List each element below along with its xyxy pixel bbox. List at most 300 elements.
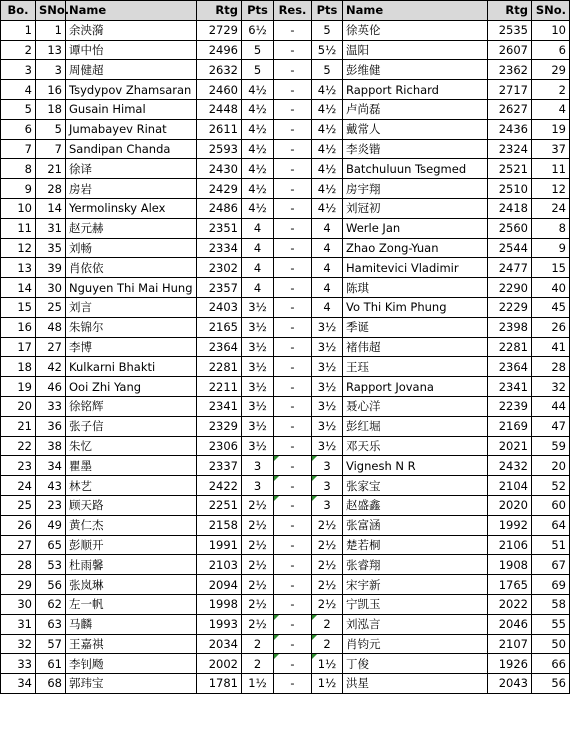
rating-black	[488, 476, 532, 496]
start-number-white-text: 48	[47, 320, 62, 335]
points-white-text: 2½	[248, 617, 267, 632]
rating-black	[488, 575, 532, 595]
player-name-black-text: 温阳	[346, 42, 369, 57]
player-name-white	[66, 337, 197, 357]
start-number-black	[532, 614, 570, 634]
result-cell	[274, 60, 312, 80]
result-cell-text: -	[290, 557, 295, 572]
points-white	[242, 535, 274, 555]
player-name-black	[343, 416, 488, 436]
start-number-white	[36, 139, 66, 159]
player-name-white-text: 左一帆	[69, 597, 104, 612]
rating-black-text: 2607	[498, 42, 528, 57]
result-cell	[274, 198, 312, 218]
points-black	[312, 198, 343, 218]
player-name-black-text: 赵盛鑫	[346, 498, 381, 513]
result-cell	[274, 139, 312, 159]
rating-black	[488, 20, 532, 40]
table-row	[1, 614, 570, 634]
rating-white-text: 2448	[208, 102, 238, 117]
rating-black-text: 2362	[498, 62, 528, 77]
header-start-number-black: SNo.	[532, 1, 570, 21]
board-number	[1, 456, 36, 476]
start-number-black	[532, 198, 570, 218]
rating-white-text: 2334	[208, 240, 238, 255]
start-number-black-text: 24	[551, 201, 566, 216]
board-number-text: 11	[17, 221, 32, 236]
start-number-black	[532, 317, 570, 337]
player-name-black	[343, 654, 488, 674]
start-number-white	[36, 674, 66, 694]
start-number-white	[36, 179, 66, 199]
player-name-black-text: 张富涵	[346, 518, 381, 533]
table-row	[1, 654, 570, 674]
points-black	[312, 179, 343, 199]
start-number-black-text: 8	[558, 221, 566, 236]
points-white-text: 3	[253, 478, 262, 493]
start-number-white	[36, 238, 66, 258]
player-name-white	[66, 258, 197, 278]
points-black	[312, 436, 343, 456]
points-black-text: 5½	[317, 42, 337, 57]
board-number	[1, 674, 36, 694]
points-white-text: 4	[253, 260, 262, 275]
player-name-black	[343, 20, 488, 40]
comment-marker-icon	[274, 476, 279, 481]
start-number-white	[36, 60, 66, 80]
rating-black	[488, 337, 532, 357]
start-number-white-text: 49	[47, 518, 62, 533]
player-name-black	[343, 575, 488, 595]
start-number-black	[532, 555, 570, 575]
result-cell	[274, 40, 312, 60]
start-number-black-text: 41	[551, 339, 566, 354]
player-name-black	[343, 139, 488, 159]
points-black-text: 4½	[317, 181, 337, 196]
result-cell	[274, 535, 312, 555]
result-cell	[274, 159, 312, 179]
table-row	[1, 535, 570, 555]
comment-marker-icon	[274, 496, 279, 501]
points-black-text: 2½	[317, 597, 337, 612]
start-number-white-text: 25	[47, 300, 62, 315]
rating-white	[197, 634, 242, 654]
rating-black	[488, 258, 532, 278]
points-black-text: 3½	[317, 359, 337, 374]
start-number-black	[532, 218, 570, 238]
rating-black-text: 2239	[498, 399, 528, 414]
result-cell	[274, 20, 312, 40]
rating-black	[488, 218, 532, 238]
result-cell-text: -	[290, 161, 295, 176]
rating-white	[197, 377, 242, 397]
player-name-black	[343, 258, 488, 278]
result-cell-text: -	[290, 141, 295, 156]
start-number-white	[36, 614, 66, 634]
rating-black	[488, 396, 532, 416]
start-number-white	[36, 416, 66, 436]
points-white-text: 3½	[248, 320, 267, 335]
player-name-white	[66, 278, 197, 298]
rating-white	[197, 60, 242, 80]
player-name-black-text: 戴常人	[346, 122, 381, 137]
start-number-white-text: 13	[47, 42, 62, 57]
header-rating-black: Rtg	[488, 1, 532, 21]
rating-black	[488, 139, 532, 159]
player-name-white	[66, 416, 197, 436]
table-row	[1, 99, 570, 119]
rating-white-text: 2034	[208, 636, 238, 651]
rating-white	[197, 179, 242, 199]
player-name-black-text: 刘泓言	[346, 617, 381, 632]
rating-black-text: 2717	[498, 82, 528, 97]
player-name-white	[66, 179, 197, 199]
result-cell-text: -	[290, 478, 295, 493]
rating-white-text: 2632	[208, 62, 238, 77]
start-number-black-text: 55	[551, 617, 566, 632]
table-row	[1, 357, 570, 377]
points-white	[242, 40, 274, 60]
board-number-text: 34	[17, 676, 32, 691]
points-white	[242, 119, 274, 139]
points-black-text: 3	[323, 498, 331, 513]
rating-white	[197, 139, 242, 159]
player-name-white	[66, 674, 197, 694]
player-name-black-text: 楚若桐	[346, 537, 381, 552]
start-number-black-text: 2	[558, 82, 566, 97]
board-number	[1, 535, 36, 555]
rating-white-text: 2158	[208, 518, 238, 533]
table-row	[1, 337, 570, 357]
player-name-black-text: 卢尚磊	[346, 102, 381, 117]
start-number-white-text: 57	[47, 636, 62, 651]
result-cell	[274, 594, 312, 614]
rating-black	[488, 614, 532, 634]
result-cell	[274, 495, 312, 515]
player-name-black-text: Werle Jan	[346, 221, 401, 236]
table-row	[1, 60, 570, 80]
points-white-text: 6½	[248, 23, 267, 38]
rating-black-text: 2477	[498, 260, 528, 275]
rating-white	[197, 119, 242, 139]
player-name-white	[66, 99, 197, 119]
start-number-black-text: 26	[551, 320, 566, 335]
rating-white-text: 2351	[208, 221, 238, 236]
board-number	[1, 634, 36, 654]
points-black-text: 3½	[317, 320, 337, 335]
rating-black	[488, 535, 532, 555]
board-number	[1, 80, 36, 100]
board-number-text: 29	[17, 577, 32, 592]
points-black	[312, 575, 343, 595]
board-number	[1, 476, 36, 496]
start-number-white-text: 39	[47, 260, 62, 275]
board-number	[1, 99, 36, 119]
player-name-black	[343, 297, 488, 317]
board-number	[1, 179, 36, 199]
start-number-white	[36, 80, 66, 100]
rating-white	[197, 80, 242, 100]
result-cell	[274, 179, 312, 199]
rating-white	[197, 218, 242, 238]
player-name-black	[343, 495, 488, 515]
player-name-white	[66, 297, 197, 317]
start-number-white-text: 63	[47, 617, 62, 632]
points-black	[312, 297, 343, 317]
table-row	[1, 317, 570, 337]
points-black	[312, 416, 343, 436]
points-black-text: 4½	[317, 82, 337, 97]
start-number-white	[36, 258, 66, 278]
result-cell-text: -	[290, 339, 295, 354]
points-black-text: 3½	[317, 438, 337, 453]
rating-white	[197, 436, 242, 456]
rating-black-text: 2107	[498, 636, 528, 651]
start-number-white-text: 34	[47, 458, 62, 473]
start-number-black	[532, 436, 570, 456]
rating-white-text: 2306	[208, 438, 238, 453]
board-number-text: 5	[24, 102, 32, 117]
rating-white-text: 2337	[208, 458, 238, 473]
rating-black	[488, 377, 532, 397]
table-row	[1, 119, 570, 139]
table-row	[1, 297, 570, 317]
rating-black-text: 2106	[498, 537, 528, 552]
points-black	[312, 515, 343, 535]
rating-white-text: 2593	[208, 141, 238, 156]
result-cell-text: -	[290, 498, 295, 513]
rating-white	[197, 278, 242, 298]
player-name-black	[343, 674, 488, 694]
start-number-black-text: 29	[551, 62, 566, 77]
result-cell-text: -	[290, 62, 295, 77]
points-white-text: 2½	[248, 498, 267, 513]
player-name-white-text: 林艺	[69, 478, 92, 493]
start-number-white	[36, 99, 66, 119]
board-number	[1, 297, 36, 317]
player-name-black	[343, 218, 488, 238]
result-cell-text: -	[290, 438, 295, 453]
start-number-black-text: 4	[558, 102, 566, 117]
player-name-white-text: Gusain Himal	[69, 102, 146, 117]
result-cell	[274, 337, 312, 357]
points-black	[312, 60, 343, 80]
points-white	[242, 198, 274, 218]
player-name-black-text: 宁凯玉	[346, 597, 381, 612]
player-name-white	[66, 515, 197, 535]
player-name-white	[66, 159, 197, 179]
start-number-black-text: 51	[551, 537, 566, 552]
board-number	[1, 198, 36, 218]
start-number-white	[36, 535, 66, 555]
player-name-white-text: 王嘉祺	[69, 636, 104, 651]
rating-black-text: 2022	[498, 597, 528, 612]
table-row	[1, 80, 570, 100]
points-black-text: 3	[323, 478, 331, 493]
rating-white	[197, 99, 242, 119]
points-white-text: 4½	[248, 181, 267, 196]
board-number-text: 1	[24, 23, 32, 38]
points-white-text: 4½	[248, 201, 267, 216]
board-number	[1, 159, 36, 179]
points-black	[312, 159, 343, 179]
board-number-text: 19	[17, 379, 32, 394]
points-white	[242, 654, 274, 674]
player-name-black-text: Rapport Richard	[346, 82, 439, 97]
player-name-black	[343, 40, 488, 60]
points-black-text: 4	[323, 221, 331, 236]
points-black-text: 4½	[317, 161, 337, 176]
rating-black	[488, 674, 532, 694]
result-cell-text: -	[290, 240, 295, 255]
comment-marker-icon	[274, 635, 279, 640]
board-number	[1, 60, 36, 80]
result-cell	[274, 416, 312, 436]
board-number-text: 23	[17, 458, 32, 473]
player-name-black-text: Batchuluun Tsegmed	[346, 161, 467, 176]
start-number-black	[532, 40, 570, 60]
table-row	[1, 515, 570, 535]
rating-white-text: 2251	[208, 498, 238, 513]
player-name-white-text: 李钊飏	[69, 656, 104, 671]
board-number-text: 21	[17, 419, 32, 434]
points-white	[242, 80, 274, 100]
points-black	[312, 456, 343, 476]
start-number-black-text: 45	[551, 300, 566, 315]
pairings-body	[1, 20, 570, 693]
points-black	[312, 476, 343, 496]
player-name-black	[343, 515, 488, 535]
player-name-white-text: 黄仁杰	[69, 518, 104, 533]
player-name-white-text: 瞿墨	[69, 458, 92, 473]
points-black-text: 1½	[317, 676, 337, 691]
points-black	[312, 634, 343, 654]
points-black-text: 4	[323, 300, 331, 315]
result-cell-text: -	[290, 320, 295, 335]
start-number-white	[36, 634, 66, 654]
player-name-black	[343, 119, 488, 139]
table-row	[1, 278, 570, 298]
points-white	[242, 515, 274, 535]
player-name-black-text: 李炎锴	[346, 141, 381, 156]
points-black	[312, 80, 343, 100]
result-cell	[274, 515, 312, 535]
points-black-text: 4½	[317, 201, 337, 216]
player-name-white-text: 刘言	[69, 300, 92, 315]
player-name-white	[66, 396, 197, 416]
points-white	[242, 60, 274, 80]
start-number-white	[36, 278, 66, 298]
table-row	[1, 218, 570, 238]
points-black	[312, 674, 343, 694]
player-name-white	[66, 119, 197, 139]
result-cell	[274, 317, 312, 337]
start-number-white-text: 31	[47, 221, 62, 236]
start-number-white	[36, 20, 66, 40]
result-cell	[274, 377, 312, 397]
player-name-white	[66, 535, 197, 555]
rating-black-text: 2560	[498, 221, 528, 236]
rating-black-text: 2521	[498, 161, 528, 176]
start-number-black	[532, 179, 570, 199]
table-row	[1, 198, 570, 218]
rating-black	[488, 555, 532, 575]
rating-black	[488, 436, 532, 456]
start-number-white-text: 42	[47, 359, 62, 374]
board-number-text: 6	[24, 122, 32, 137]
rating-black-text: 2021	[498, 438, 528, 453]
result-cell-text: -	[290, 399, 295, 414]
start-number-white-text: 27	[47, 339, 62, 354]
board-number-text: 33	[17, 656, 32, 671]
start-number-black	[532, 416, 570, 436]
player-name-black	[343, 594, 488, 614]
points-black	[312, 594, 343, 614]
points-white-text: 4½	[248, 141, 267, 156]
rating-black-text: 2432	[498, 458, 528, 473]
start-number-black	[532, 357, 570, 377]
board-number-text: 4	[24, 82, 32, 97]
start-number-black	[532, 60, 570, 80]
points-white	[242, 476, 274, 496]
points-black	[312, 614, 343, 634]
start-number-white-text: 35	[47, 240, 62, 255]
board-number	[1, 654, 36, 674]
points-black	[312, 396, 343, 416]
player-name-white	[66, 456, 197, 476]
points-white	[242, 278, 274, 298]
result-cell	[274, 80, 312, 100]
player-name-white	[66, 555, 197, 575]
rating-white-text: 2429	[208, 181, 238, 196]
start-number-black	[532, 575, 570, 595]
board-number	[1, 218, 36, 238]
comment-marker-icon	[312, 635, 317, 640]
points-white	[242, 594, 274, 614]
rating-black-text: 2229	[498, 300, 528, 315]
player-name-white-text: Kulkarni Bhakti	[69, 359, 156, 374]
table-row	[1, 139, 570, 159]
points-white-text: 4	[253, 280, 262, 295]
start-number-white	[36, 357, 66, 377]
table-row	[1, 20, 570, 40]
rating-white	[197, 337, 242, 357]
player-name-white-text: 余泱漪	[69, 23, 104, 38]
result-cell	[274, 614, 312, 634]
table-row	[1, 495, 570, 515]
points-black-text: 4	[323, 240, 331, 255]
board-number	[1, 575, 36, 595]
player-name-white-text: 赵元赫	[69, 221, 104, 236]
points-white-text: 2½	[248, 557, 267, 572]
rating-white	[197, 317, 242, 337]
rating-black-text: 2436	[498, 122, 528, 137]
table-row	[1, 476, 570, 496]
result-cell-text: -	[290, 617, 295, 632]
result-cell	[274, 476, 312, 496]
points-white	[242, 456, 274, 476]
player-name-black-text: 彭维健	[346, 62, 381, 77]
points-black-text: 3½	[317, 339, 337, 354]
player-name-black	[343, 396, 488, 416]
player-name-white	[66, 495, 197, 515]
start-number-black-text: 40	[551, 280, 566, 295]
player-name-white	[66, 40, 197, 60]
points-white-text: 4½	[248, 122, 267, 137]
points-white-text: 3½	[248, 359, 267, 374]
rating-black	[488, 198, 532, 218]
player-name-black	[343, 337, 488, 357]
